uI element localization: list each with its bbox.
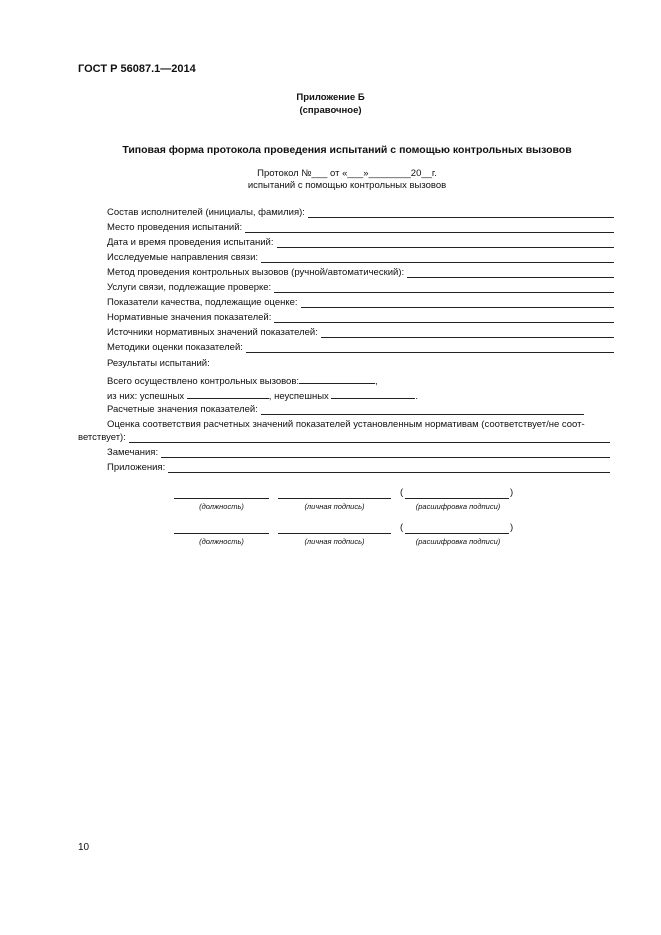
field-label: Место проведения испытаний: [107,222,243,233]
decode-caption: (расшифровка подписи) [415,537,501,546]
field-calculated [107,402,584,415]
protocol-line: Протокол №___ от «___»________20__г. [257,168,437,179]
total-calls-row: Всего осуществлено контрольных вызовов: , [107,376,378,387]
fill-line [331,389,415,399]
field-normative-values [107,310,614,323]
open-paren: ( [400,487,404,498]
decode-caption: (расшифровка подписи) [415,502,501,511]
assessment-line-1: Оценка соответствия расчетных значений показателей установленным нормативам (соответствует/не соот- [107,419,585,430]
results-label: Результаты испытаний: [107,358,210,369]
field-label: Метод проведения контрольных вызовов (ручной/автоматический): [107,267,405,278]
field-label: Замечания: [107,447,159,458]
field-label: Состав исполнителей (инициалы, фамилия): [107,207,305,218]
field-label: Показатели качества, подлежащие оценке: [107,297,298,308]
page-number: 10 [78,842,90,853]
fill-line [274,313,614,323]
position-caption: (должность) [199,502,244,511]
field-methods [107,340,614,353]
fill-line [277,238,615,248]
total-calls-label: Всего осуществлено контрольных вызовов: [107,376,300,387]
form-title: Типовая форма протокола проведения испытаний с помощью контрольных вызовов [122,144,572,156]
protocol-subtitle: испытаний с помощью контрольных вызовов [247,180,447,191]
fill-line [161,448,610,458]
close-paren: ) [510,522,514,533]
fill-line [129,433,610,443]
fill-line [274,283,614,293]
field-indicators [107,295,614,308]
field-datetime [107,235,614,248]
field-performers [107,205,614,218]
signature-decode-line [405,525,509,534]
field-label: Методики оценки показателей: [107,342,243,353]
fill-line [308,208,614,218]
fill-line [301,298,614,308]
fill-line [187,389,269,399]
fill-line [168,463,610,473]
field-label: Дата и время проведения испытаний: [107,237,274,248]
field-label: Услуги связи, подлежащие проверке: [107,282,272,293]
fill-line [321,328,614,338]
fill-line [299,374,375,384]
field-location [107,220,614,233]
signature-caption: (личная подпись) [304,502,365,511]
signature-personal-line [278,490,391,499]
signature-position-line [174,490,269,499]
signature-decode-line [405,490,509,499]
standard-number: ГОСТ Р 56087.1—2014 [78,63,196,75]
signature-position-line [174,525,269,534]
close-paren: ) [510,487,514,498]
position-caption: (должность) [199,537,244,546]
fill-line [261,405,584,415]
field-directions [107,250,614,263]
field-assessment [78,430,610,443]
appendix-title: Приложение Б [296,92,365,103]
field-label: Нормативные значения показателей: [107,312,272,323]
outcome-row: из них: успешных , неуспешных . [107,391,419,402]
field-label: Источники нормативных значений показателей: [107,327,318,338]
field-attachments [107,460,610,473]
open-paren: ( [400,522,404,533]
fill-line [246,343,614,353]
unsuccessful-label: , неуспешных [268,391,329,402]
successful-label: из них: успешных [107,391,185,402]
signature-caption: (личная подпись) [304,537,365,546]
signature-personal-line [278,525,391,534]
field-sources [107,325,614,338]
field-method [107,265,614,278]
appendix-subtitle: (справочное) [299,105,362,116]
fill-line [261,253,614,263]
fill-line [245,223,614,233]
field-label: ветствует): [78,432,126,443]
field-label: Исследуемые направления связи: [107,252,259,263]
field-label: Приложения: [107,462,166,473]
field-remarks [107,445,610,458]
field-label: Расчетные значения показателей: [107,404,258,415]
field-services [107,280,614,293]
fill-line [407,268,614,278]
